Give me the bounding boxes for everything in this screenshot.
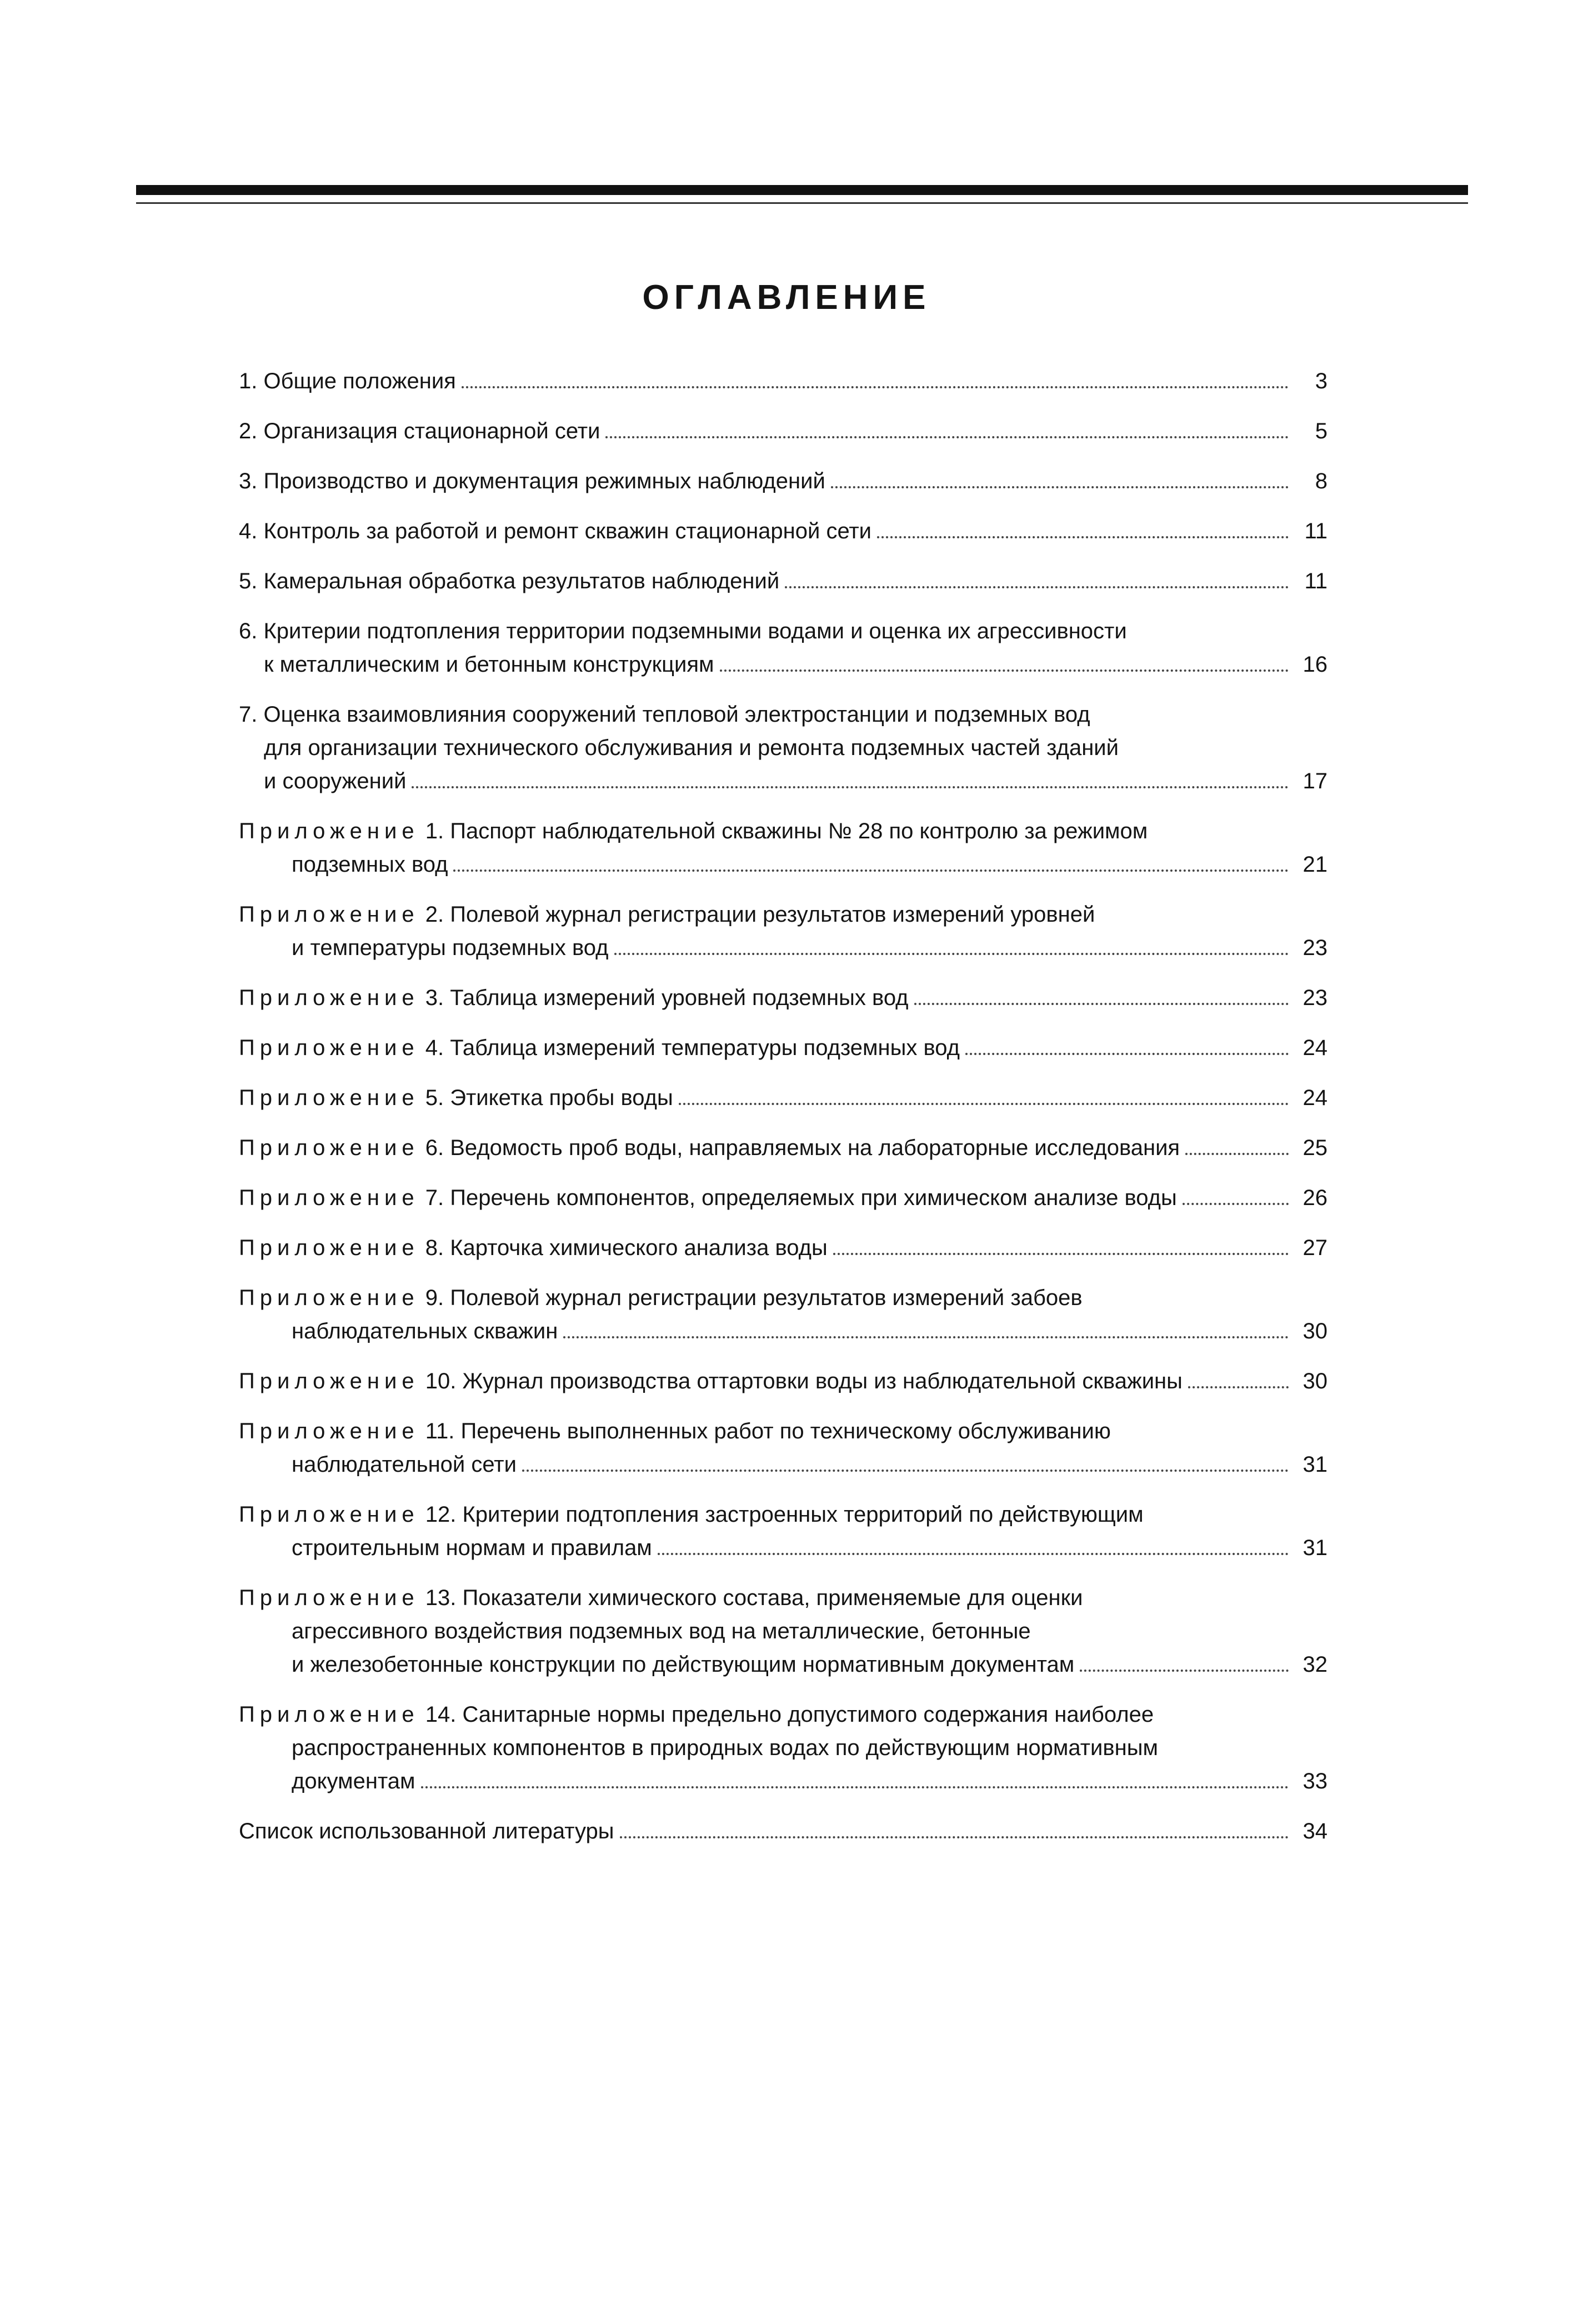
toc-entry-title: строительным нормам и правилам bbox=[292, 1536, 652, 1560]
toc-entry-title: 5. Этикетка пробы воды bbox=[425, 1086, 673, 1110]
toc-entry-last-line bbox=[239, 564, 1327, 598]
toc-entry-text bbox=[239, 619, 1127, 643]
toc-entry-title: 12. Критерии подтопления застроенных территорий по действующим bbox=[425, 1502, 1144, 1527]
toc-entry-title: и железобетонные конструкции по действующим нормативным документам bbox=[292, 1652, 1075, 1677]
page-number: 30 bbox=[1303, 1369, 1327, 1393]
dot-leader bbox=[1080, 1670, 1289, 1672]
toc-entry[interactable] bbox=[239, 814, 1327, 881]
toc-entry-title: 2. Полевой журнал регистрации результатов измерений уровней bbox=[425, 902, 1095, 927]
toc-entry-last-line bbox=[239, 1081, 1327, 1114]
toc-entry-text bbox=[239, 1286, 1083, 1310]
toc-entry-text bbox=[239, 819, 1148, 843]
toc-entry-text bbox=[292, 1765, 415, 1798]
header-rule-thin bbox=[136, 202, 1468, 204]
toc-entry-line bbox=[239, 698, 1327, 731]
toc-entry[interactable] bbox=[239, 614, 1327, 681]
toc-entry-line bbox=[239, 614, 1327, 648]
page-number: 25 bbox=[1303, 1136, 1327, 1160]
dot-leader bbox=[785, 586, 1289, 588]
toc-entry-text bbox=[292, 1448, 517, 1481]
toc-entry[interactable] bbox=[239, 1081, 1327, 1114]
toc-entry-text bbox=[239, 464, 825, 498]
toc-entry-title: подземных вод bbox=[292, 852, 448, 877]
toc-entry-title: распространенных компонентов в природных водах по действующим нормативным bbox=[292, 1736, 1158, 1760]
toc-entry-text bbox=[292, 1619, 1031, 1643]
page-number: 17 bbox=[1303, 769, 1327, 793]
toc-entry[interactable] bbox=[239, 1698, 1327, 1798]
toc-entry-text bbox=[239, 1815, 614, 1848]
toc-entry-title: 2. Организация стационарной сети bbox=[239, 419, 600, 443]
toc-entry[interactable] bbox=[239, 698, 1327, 798]
toc-entry-title: 10. Журнал производства оттартовки воды из наблюдательной скважины bbox=[425, 1369, 1183, 1393]
toc-entry-line bbox=[239, 1615, 1327, 1648]
dot-leader bbox=[453, 869, 1289, 872]
toc-entry-title: 6. Ведомость проб воды, направляемых на лабораторные исследования bbox=[425, 1136, 1180, 1160]
page-number: 24 bbox=[1303, 1036, 1327, 1060]
toc-entry-title: 4. Таблица измерений температуры подземных вод bbox=[425, 1036, 960, 1060]
toc-entry[interactable] bbox=[239, 1231, 1327, 1265]
toc-entry-title: к металлическим и бетонным конструкциям bbox=[264, 652, 714, 677]
toc-entry-text bbox=[239, 1031, 960, 1064]
toc-entry-line bbox=[239, 1581, 1327, 1615]
toc-entry-text bbox=[239, 702, 1090, 727]
toc-entry-line bbox=[239, 814, 1327, 848]
dot-leader bbox=[1185, 1153, 1289, 1155]
toc-entry-title: наблюдательных скважин bbox=[292, 1319, 558, 1343]
toc-entry-last-line bbox=[239, 1315, 1327, 1348]
page-number: 32 bbox=[1303, 1652, 1327, 1677]
toc-entry-last-line bbox=[239, 648, 1327, 681]
dot-leader bbox=[658, 1553, 1289, 1555]
dot-leader bbox=[412, 786, 1289, 788]
toc-entry-text bbox=[239, 1181, 1177, 1215]
toc-entry-title: 13. Показатели химического состава, применяемые для оценки bbox=[425, 1586, 1083, 1610]
page-number: 34 bbox=[1303, 1819, 1327, 1843]
toc-entry-text bbox=[292, 848, 448, 881]
toc-entry-last-line bbox=[239, 364, 1327, 398]
dot-leader bbox=[522, 1470, 1289, 1472]
toc-entry-last-line bbox=[239, 464, 1327, 498]
toc-entry-title: 7. Оценка взаимовлияния сооружений тепловой электростанции и подземных вод bbox=[239, 702, 1090, 727]
toc-entry[interactable] bbox=[239, 1415, 1327, 1481]
dot-leader bbox=[831, 486, 1289, 488]
dot-leader bbox=[462, 386, 1289, 388]
page-number: 3 bbox=[1315, 369, 1327, 393]
toc-entry-last-line bbox=[239, 764, 1327, 798]
appendix-prefix: Приложение bbox=[239, 902, 419, 927]
dot-leader bbox=[914, 1003, 1289, 1005]
toc-entry-text bbox=[239, 1419, 1111, 1443]
toc-entry-title: 5. Камеральная обработка результатов наблюдений bbox=[239, 569, 780, 593]
toc-entry-line bbox=[239, 898, 1327, 931]
page-number: 26 bbox=[1303, 1186, 1327, 1210]
dot-leader bbox=[614, 953, 1289, 955]
dot-leader bbox=[1188, 1386, 1289, 1388]
page-number: 16 bbox=[1303, 652, 1327, 677]
toc-entry-text bbox=[239, 514, 871, 548]
toc-entry-text bbox=[292, 1531, 652, 1565]
toc-entry-line bbox=[239, 1281, 1327, 1315]
toc-entry-text bbox=[239, 364, 456, 398]
page-number: 30 bbox=[1303, 1319, 1327, 1343]
toc-entry-text bbox=[239, 1081, 673, 1114]
dot-leader bbox=[563, 1336, 1289, 1338]
toc-entry-text bbox=[264, 736, 1119, 760]
toc-entry-title: и температуры подземных вод bbox=[292, 936, 609, 960]
appendix-prefix: Приложение bbox=[239, 819, 419, 843]
toc-entry-title: Список использованной литературы bbox=[239, 1819, 614, 1843]
toc-entry-line bbox=[239, 1498, 1327, 1531]
toc-entry-last-line bbox=[239, 981, 1327, 1014]
toc-entry-line bbox=[239, 1698, 1327, 1731]
appendix-prefix: Приложение bbox=[239, 1586, 419, 1610]
toc-entry-last-line bbox=[239, 1531, 1327, 1565]
toc-entry-title: 3. Производство и документация режимных наблюдений bbox=[239, 469, 825, 493]
page-number: 5 bbox=[1315, 419, 1327, 443]
toc-entry-text bbox=[239, 1365, 1183, 1398]
toc-entry-title: агрессивного воздействия подземных вод на металлические, бетонные bbox=[292, 1619, 1031, 1643]
toc-entry-last-line bbox=[239, 1648, 1327, 1681]
toc-entry-last-line bbox=[239, 931, 1327, 964]
toc-entry[interactable] bbox=[239, 1181, 1327, 1215]
appendix-prefix: Приложение bbox=[239, 1036, 419, 1060]
toc-entry-text bbox=[264, 648, 714, 681]
toc-entry-title: для организации технического обслуживания и ремонта подземных частей зданий bbox=[264, 736, 1119, 760]
toc-entry-text bbox=[239, 1502, 1144, 1527]
toc-entry-text bbox=[239, 414, 600, 448]
toc-entry[interactable] bbox=[239, 464, 1327, 498]
dot-leader bbox=[421, 1786, 1289, 1788]
dot-leader bbox=[833, 1253, 1289, 1255]
dot-leader bbox=[1183, 1203, 1289, 1205]
appendix-prefix: Приложение bbox=[239, 986, 419, 1010]
dot-leader bbox=[965, 1053, 1289, 1055]
toc-entry-last-line bbox=[239, 1231, 1327, 1265]
toc-entry[interactable] bbox=[239, 414, 1327, 448]
toc-entry-text bbox=[292, 1315, 558, 1348]
header-rule-thick bbox=[136, 185, 1468, 195]
toc-entry-last-line bbox=[239, 514, 1327, 548]
toc-entry[interactable] bbox=[239, 1031, 1327, 1064]
page-number: 21 bbox=[1303, 852, 1327, 877]
page-number: 11 bbox=[1304, 569, 1327, 593]
toc-entry-last-line bbox=[239, 1031, 1327, 1064]
toc-entry-line bbox=[239, 731, 1327, 764]
toc-entry-text bbox=[292, 931, 609, 964]
toc-entry-title: и сооружений bbox=[264, 769, 407, 793]
toc-entry-text bbox=[239, 902, 1095, 927]
page-number: 23 bbox=[1303, 936, 1327, 960]
toc-entry-title: 1. Общие положения bbox=[239, 369, 456, 393]
appendix-prefix: Приложение bbox=[239, 1086, 419, 1110]
appendix-prefix: Приложение bbox=[239, 1286, 419, 1310]
page-number: 31 bbox=[1303, 1452, 1327, 1477]
toc-entry-text bbox=[292, 1736, 1158, 1760]
page-number: 33 bbox=[1303, 1769, 1327, 1793]
toc-entry[interactable] bbox=[239, 1131, 1327, 1165]
appendix-prefix: Приложение bbox=[239, 1186, 419, 1210]
appendix-prefix: Приложение bbox=[239, 1502, 419, 1527]
page-number: 8 bbox=[1315, 469, 1327, 493]
toc-entry-text bbox=[239, 981, 909, 1014]
table-of-contents bbox=[239, 364, 1327, 1865]
toc-entry-last-line bbox=[239, 414, 1327, 448]
toc-entry[interactable] bbox=[239, 514, 1327, 548]
toc-entry-title: 9. Полевой журнал регистрации результатов измерений забоев bbox=[425, 1286, 1083, 1310]
toc-entry-title: 14. Санитарные нормы предельно допустимого содержания наиболее bbox=[425, 1702, 1154, 1727]
toc-entry-text bbox=[239, 564, 779, 598]
toc-entry[interactable] bbox=[239, 364, 1327, 398]
toc-entry-last-line bbox=[239, 1448, 1327, 1481]
dot-leader bbox=[605, 436, 1289, 438]
appendix-prefix: Приложение bbox=[239, 1419, 419, 1443]
toc-entry-last-line bbox=[239, 1815, 1327, 1848]
toc-entry[interactable] bbox=[239, 898, 1327, 964]
page-number: 23 bbox=[1303, 986, 1327, 1010]
toc-entry[interactable] bbox=[239, 981, 1327, 1014]
toc-entry[interactable] bbox=[239, 1815, 1327, 1848]
toc-entry-title: 4. Контроль за работой и ремонт скважин стационарной сети bbox=[239, 519, 872, 543]
toc-entry-text bbox=[239, 1131, 1180, 1165]
toc-entry-text bbox=[239, 1231, 828, 1265]
toc-entry-title: 7. Перечень компонентов, определяемых при химическом анализе воды bbox=[425, 1186, 1177, 1210]
toc-entry-line bbox=[239, 1731, 1327, 1765]
toc-entry-title: наблюдательной сети bbox=[292, 1452, 517, 1477]
toc-entry-last-line bbox=[239, 848, 1327, 881]
toc-entry-text bbox=[264, 764, 406, 798]
page-number: 27 bbox=[1303, 1236, 1327, 1260]
dot-leader bbox=[720, 669, 1289, 672]
toc-entry-last-line bbox=[239, 1181, 1327, 1215]
appendix-prefix: Приложение bbox=[239, 1702, 419, 1727]
dot-leader bbox=[620, 1836, 1289, 1838]
toc-entry-title: 1. Паспорт наблюдательной скважины № 28 по контролю за режимом bbox=[425, 819, 1148, 843]
toc-entry-title: 11. Перечень выполненных работ по техническому обслуживанию bbox=[425, 1419, 1111, 1443]
toc-entry[interactable] bbox=[239, 564, 1327, 598]
toc-entry-last-line bbox=[239, 1765, 1327, 1798]
toc-entry[interactable] bbox=[239, 1498, 1327, 1565]
appendix-prefix: Приложение bbox=[239, 1136, 419, 1160]
dot-leader bbox=[877, 536, 1289, 538]
toc-entry[interactable] bbox=[239, 1581, 1327, 1681]
toc-entry-text bbox=[239, 1586, 1083, 1610]
toc-entry-title: 8. Карточка химического анализа воды bbox=[425, 1236, 828, 1260]
page-title: ОГЛАВЛЕНИЕ bbox=[642, 278, 931, 317]
toc-entry-line bbox=[239, 1415, 1327, 1448]
page-number: 24 bbox=[1303, 1086, 1327, 1110]
toc-entry-last-line bbox=[239, 1131, 1327, 1165]
dot-leader bbox=[679, 1103, 1289, 1105]
appendix-prefix: Приложение bbox=[239, 1236, 419, 1260]
toc-entry-title: 6. Критерии подтопления территории подземными водами и оценка их агрессивности bbox=[239, 619, 1127, 643]
page-number: 11 bbox=[1304, 519, 1327, 543]
toc-entry-text bbox=[239, 1702, 1154, 1727]
toc-entry-title: документам bbox=[292, 1769, 415, 1793]
toc-entry-last-line bbox=[239, 1365, 1327, 1398]
toc-entry-text bbox=[292, 1648, 1074, 1681]
appendix-prefix: Приложение bbox=[239, 1369, 419, 1393]
page-number: 31 bbox=[1303, 1536, 1327, 1560]
toc-entry-title: 3. Таблица измерений уровней подземных вод bbox=[425, 986, 909, 1010]
toc-entry[interactable] bbox=[239, 1365, 1327, 1398]
toc-entry[interactable] bbox=[239, 1281, 1327, 1348]
